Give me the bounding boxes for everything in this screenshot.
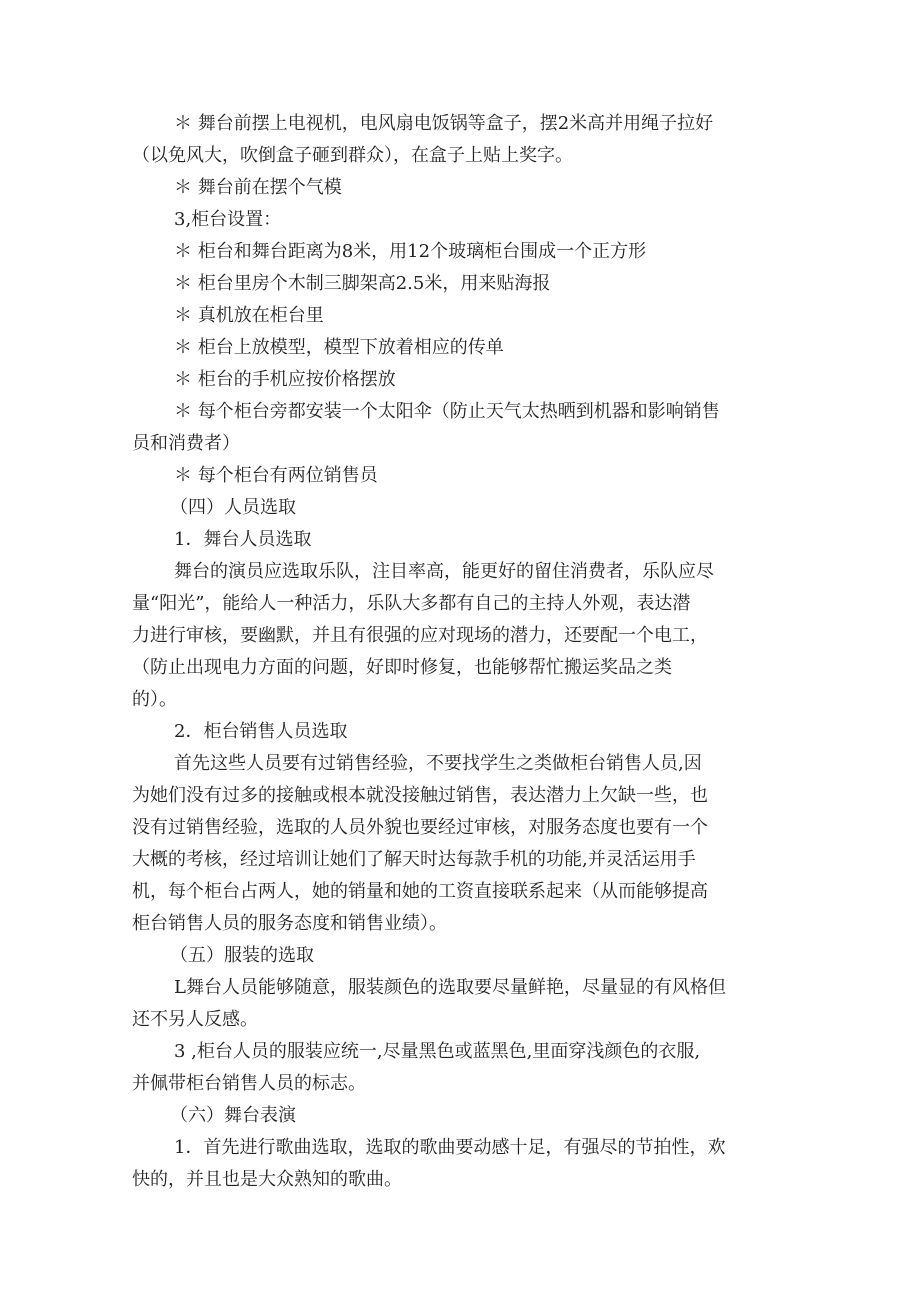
- text-line: ＊ 柜台里房个木制三脚架高2.5米，用来贴海报: [174, 273, 551, 294]
- text-line: ＊ 真机放在柜台里: [174, 305, 324, 326]
- text-line: 还不另人反感。: [132, 1009, 258, 1030]
- text-line: ＊ 柜台的手机应按价格摆放: [174, 369, 396, 390]
- text-line: 3 ,柜台人员的服装应统一,尽量黑色或蓝黑色,里面穿浅颜色的衣服,: [174, 1041, 701, 1062]
- text-line: 力进行审核，要幽默，并且有很强的应对现场的潜力，还要配一个电工，: [132, 625, 708, 646]
- document-body: [132, 108, 792, 1196]
- text-line: 机，每个柜台占两人，她的销量和她的工资直接联系起来（从而能够提高: [132, 881, 708, 902]
- text-line: ＊ 舞台前在摆个气模: [174, 177, 342, 198]
- text-line: 为她们没有过多的接触或根本就没接触过销售，表达潜力上欠缺一些，也: [132, 785, 708, 806]
- text-line: L舞台人员能够随意，服装颜色的选取要尽量鲜艳，尽量显的有风格但: [174, 977, 726, 998]
- text-line: ＊ 每个柜台旁都安装一个太阳伞（防止天气太热晒到机器和影响销售: [174, 401, 720, 422]
- text-line: 快的，并且也是大众熟知的歌曲。: [132, 1169, 402, 1190]
- text-line: 3,柜台设置：: [174, 209, 282, 230]
- text-line: 并佩带柜台销售人员的标志。: [132, 1073, 366, 1094]
- text-line: ＊ 柜台上放模型，模型下放着相应的传单: [174, 337, 504, 358]
- text-line: 员和消费者）: [132, 433, 240, 454]
- text-line: （六）舞台表演: [170, 1105, 296, 1126]
- text-line: （五）服装的选取: [170, 945, 314, 966]
- text-line: 柜台销售人员的服务态度和销售业绩）。: [132, 913, 447, 934]
- text-line: ＊ 每个柜台有两位销售员: [174, 465, 378, 486]
- text-line: 的）。: [132, 689, 177, 710]
- text-line: 2．柜台销售人员选取: [174, 721, 348, 742]
- text-line: （四）人员选取: [170, 497, 296, 518]
- text-line: 首先这些人员要有过销售经验，不要找学生之类做柜台销售人员,因: [174, 753, 702, 774]
- text-line: 量“阳光”，能给人一种活力，乐队大多都有自己的主持人外观，表达潜: [132, 593, 691, 614]
- text-line: （防止出现电力方面的问题，好即时修复，也能够帮忙搬运奖品之类: [132, 657, 672, 678]
- text-line: 大概的考核，经过培训让她们了解天时达每款手机的功能,并灵活运用手: [132, 849, 696, 870]
- text-line: ＊ 舞台前摆上电视机，电风扇电饭锅等盒子，摆2米高并用绳子拉好: [174, 113, 714, 134]
- text-line: 1．舞台人员选取: [174, 529, 312, 550]
- text-line: （以免风大，吹倒盒子砸到群众），在盒子上贴上奖字。: [132, 145, 573, 166]
- text-line: ＊ 柜台和舞台距离为8米，用12个玻璃柜台围成一个正方形: [174, 241, 647, 262]
- text-line: 1．首先进行歌曲选取，选取的歌曲要动感十足，有强尽的节拍性，欢: [174, 1137, 726, 1158]
- text-line: 舞台的演员应选取乐队，注目率高，能更好的留住消费者，乐队应尽: [174, 561, 714, 582]
- text-line: 没有过销售经验，选取的人员外貌也要经过审核，对服务态度也要有一个: [132, 817, 708, 838]
